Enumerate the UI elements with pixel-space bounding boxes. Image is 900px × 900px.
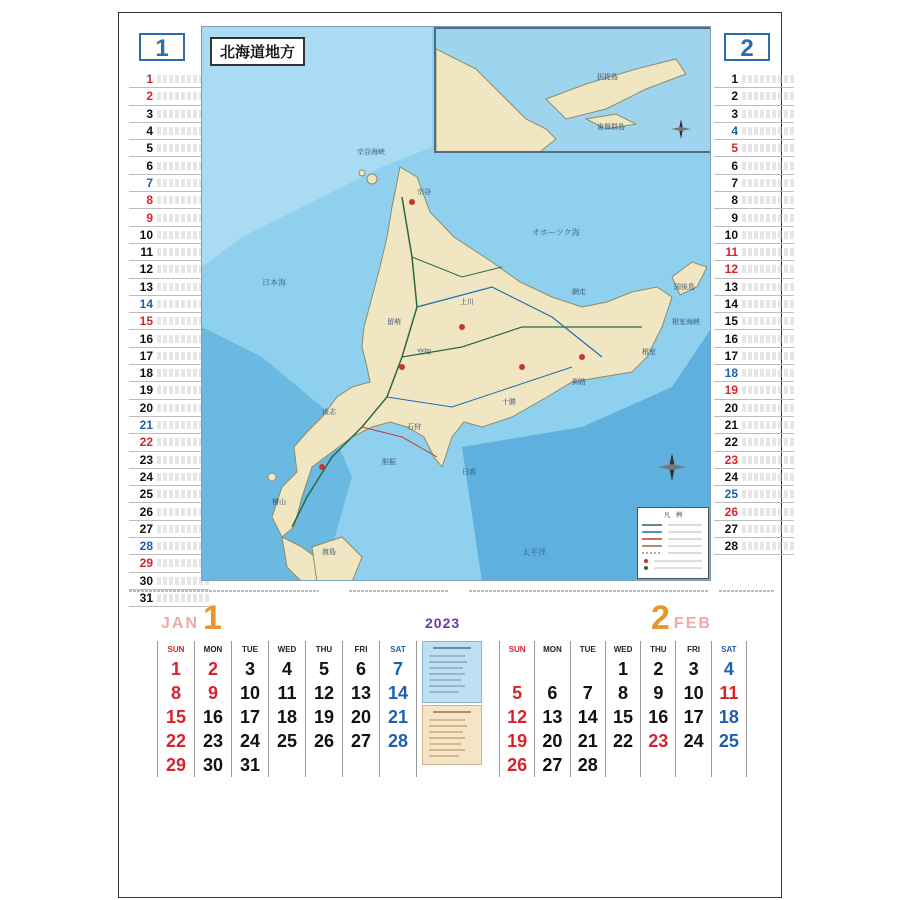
calendar-day-cell: 20 xyxy=(535,729,570,753)
legend-symbols xyxy=(638,519,706,574)
hokkaido-map xyxy=(201,26,711,581)
label-abashiri: 網走 xyxy=(572,288,586,296)
day-note-placeholder xyxy=(742,352,794,360)
label-nemuro: 根室 xyxy=(642,348,656,356)
left-day-list xyxy=(129,71,209,607)
day-number: 10 xyxy=(724,227,738,242)
calendar-day-cell: 3 xyxy=(676,657,711,681)
feb-notes-lines xyxy=(425,708,479,762)
day-number: 10 xyxy=(139,227,153,242)
calendar-day-cell: 27 xyxy=(535,753,570,777)
day-row xyxy=(714,503,794,520)
label-kunashiri: 国後島 xyxy=(674,283,695,291)
calendar-day-cell xyxy=(641,753,676,777)
calendar-day-cell: 16 xyxy=(641,705,676,729)
day-note-placeholder xyxy=(742,231,794,239)
left-day-column xyxy=(129,33,209,607)
calendar-day-cell: 12 xyxy=(500,705,535,729)
calendar-day-cell: 26 xyxy=(500,753,535,777)
calendar-day-cell xyxy=(676,753,711,777)
day-row xyxy=(129,192,209,209)
feb-header xyxy=(647,599,712,637)
calendar-day-cell: 5 xyxy=(500,681,535,705)
day-number: 9 xyxy=(146,210,153,225)
label-nemuro-strait: 根室海峡 xyxy=(672,318,700,326)
day-number: 4 xyxy=(731,124,738,139)
day-number: 31 xyxy=(139,591,153,606)
day-row xyxy=(714,452,794,469)
day-row xyxy=(129,313,209,330)
day-note-placeholder xyxy=(742,369,794,377)
weekday-header: FRI xyxy=(343,641,380,657)
day-row xyxy=(714,417,794,434)
map-title: 北海道地方 xyxy=(210,37,305,66)
feb-notes-box xyxy=(422,705,482,765)
calendar-day-cell: 17 xyxy=(676,705,711,729)
calendar-day-cell xyxy=(269,753,306,777)
calendar-day-cell: 14 xyxy=(380,681,417,705)
day-row xyxy=(129,434,209,451)
calendar-day-cell: 10 xyxy=(232,681,269,705)
weekday-header: SAT xyxy=(380,641,417,657)
feb-calendar-grid xyxy=(499,641,747,777)
weekday-header: FRI xyxy=(676,641,711,657)
day-number: 18 xyxy=(724,366,738,381)
label-hiyama: 檜山 xyxy=(272,498,286,506)
calendar-day-cell: 21 xyxy=(380,705,417,729)
day-row xyxy=(129,279,209,296)
day-note-placeholder xyxy=(742,92,794,100)
calendar-day-cell: 6 xyxy=(343,657,380,681)
calendar-day-cell: 19 xyxy=(500,729,535,753)
day-note-placeholder xyxy=(742,283,794,291)
day-row xyxy=(129,382,209,399)
day-row xyxy=(714,244,794,261)
calendar-day-cell: 15 xyxy=(605,705,640,729)
calendar-day-cell: 22 xyxy=(158,729,195,753)
day-row xyxy=(129,452,209,469)
day-note-placeholder xyxy=(742,317,794,325)
label-soya: 宗谷 xyxy=(417,188,431,196)
day-row xyxy=(714,521,794,538)
day-number: 26 xyxy=(139,504,153,519)
calendar-day-cell: 16 xyxy=(195,705,232,729)
label-pacific: 太平洋 xyxy=(522,548,546,557)
day-number: 30 xyxy=(139,573,153,588)
day-number: 19 xyxy=(139,383,153,398)
jan-notes-lines xyxy=(425,644,479,700)
calendar-day-cell xyxy=(711,753,746,777)
calendar-day-cell: 28 xyxy=(380,729,417,753)
day-number: 8 xyxy=(146,193,153,208)
day-number: 29 xyxy=(139,556,153,571)
year-label: 2023 xyxy=(425,615,461,631)
calendar-day-cell: 19 xyxy=(306,705,343,729)
day-note-placeholder xyxy=(742,404,794,412)
day-row xyxy=(129,88,209,105)
calendar-day-cell: 31 xyxy=(232,753,269,777)
day-row xyxy=(714,88,794,105)
calendar-day-cell: 2 xyxy=(195,657,232,681)
day-number: 17 xyxy=(139,348,153,363)
day-note-placeholder xyxy=(742,127,794,135)
label-kushiro: 釧路 xyxy=(572,378,586,386)
day-number: 15 xyxy=(724,314,738,329)
weekday-header: THU xyxy=(641,641,676,657)
calendar-day-cell: 11 xyxy=(269,681,306,705)
day-note-placeholder xyxy=(742,438,794,446)
day-row xyxy=(129,244,209,261)
feb-number: 2 xyxy=(651,599,670,637)
calendar-day-cell: 8 xyxy=(605,681,640,705)
calendar-day-cell: 14 xyxy=(570,705,605,729)
day-row xyxy=(129,140,209,157)
label-tokachi: 十勝 xyxy=(502,398,516,406)
day-row xyxy=(714,400,794,417)
calendar-day-cell: 7 xyxy=(570,681,605,705)
label-ishikari: 石狩 xyxy=(407,423,421,431)
calendar-day-cell: 22 xyxy=(605,729,640,753)
day-note-placeholder xyxy=(742,179,794,187)
calendar-day-cell: 11 xyxy=(711,681,746,705)
day-note-placeholder xyxy=(742,162,794,170)
day-number: 8 xyxy=(731,193,738,208)
inset-map xyxy=(434,27,711,153)
day-row xyxy=(129,365,209,382)
day-number: 7 xyxy=(731,175,738,190)
day-number: 5 xyxy=(731,141,738,156)
day-number: 15 xyxy=(139,314,153,329)
day-number: 13 xyxy=(139,279,153,294)
day-row xyxy=(129,486,209,503)
calendar-day-cell: 5 xyxy=(306,657,343,681)
calendar-day-cell: 25 xyxy=(711,729,746,753)
right-day-column xyxy=(714,33,794,555)
day-number: 11 xyxy=(140,245,153,260)
calendar-day-cell: 20 xyxy=(343,705,380,729)
calendar-week-row xyxy=(158,753,417,777)
calendar-day-cell: 2 xyxy=(641,657,676,681)
day-row xyxy=(714,279,794,296)
calendar-day-cell xyxy=(535,657,570,681)
calendar-day-cell: 9 xyxy=(641,681,676,705)
left-month-label: 1 xyxy=(139,33,185,61)
day-number: 3 xyxy=(146,106,153,121)
calendar-day-cell: 23 xyxy=(195,729,232,753)
calendar-sheet xyxy=(118,12,782,898)
day-number: 2 xyxy=(146,89,153,104)
calendar-day-cell: 9 xyxy=(195,681,232,705)
label-iburi: 胆振 xyxy=(382,458,396,466)
calendar-day-cell: 13 xyxy=(535,705,570,729)
day-note-placeholder xyxy=(742,248,794,256)
calendar-day-cell: 17 xyxy=(232,705,269,729)
day-note-placeholder xyxy=(742,473,794,481)
day-number: 7 xyxy=(146,175,153,190)
calendar-week-row xyxy=(500,657,747,681)
calendar-week-row xyxy=(500,729,747,753)
day-row xyxy=(714,227,794,244)
day-number: 17 xyxy=(724,348,738,363)
label-japan-sea: 日本海 xyxy=(262,278,286,287)
day-row xyxy=(714,486,794,503)
weekday-header: THU xyxy=(306,641,343,657)
calendar-day-cell: 24 xyxy=(676,729,711,753)
day-number: 4 xyxy=(146,124,153,139)
right-day-list xyxy=(714,71,794,555)
calendar-day-cell xyxy=(306,753,343,777)
day-number: 6 xyxy=(731,158,738,173)
day-number: 28 xyxy=(724,539,738,554)
day-row xyxy=(129,330,209,347)
day-row xyxy=(129,296,209,313)
label-oshima: 渡島 xyxy=(322,548,336,556)
calendar-day-cell: 1 xyxy=(158,657,195,681)
day-number: 5 xyxy=(146,141,153,156)
day-number: 3 xyxy=(731,106,738,121)
day-row xyxy=(714,296,794,313)
credits-text-graphic xyxy=(119,584,783,598)
day-number: 1 xyxy=(731,72,738,87)
day-row xyxy=(129,521,209,538)
calendar-day-cell: 1 xyxy=(605,657,640,681)
calendar-day-cell: 6 xyxy=(535,681,570,705)
day-number: 12 xyxy=(139,262,153,277)
calendar-day-cell: 18 xyxy=(269,705,306,729)
monthly-calendars xyxy=(157,599,747,775)
label-etorofu: 択捉島 xyxy=(597,73,618,81)
day-row xyxy=(129,503,209,520)
day-row xyxy=(714,261,794,278)
day-note-placeholder xyxy=(742,421,794,429)
day-number: 27 xyxy=(139,521,153,536)
calendar-day-cell: 30 xyxy=(195,753,232,777)
day-note-placeholder xyxy=(742,542,794,550)
day-note-placeholder xyxy=(742,508,794,516)
right-month-label: 2 xyxy=(724,33,770,61)
day-row xyxy=(129,555,209,572)
calendar-day-cell: 28 xyxy=(570,753,605,777)
day-number: 16 xyxy=(724,331,738,346)
calendar-week-row xyxy=(500,753,747,777)
map-legend xyxy=(637,507,709,579)
map-credits-line xyxy=(119,584,783,598)
day-row xyxy=(129,261,209,278)
weekday-header: SUN xyxy=(500,641,535,657)
calendar-day-cell xyxy=(343,753,380,777)
day-number: 13 xyxy=(724,279,738,294)
jan-number: 1 xyxy=(203,599,222,637)
day-row xyxy=(714,209,794,226)
day-row xyxy=(129,227,209,244)
day-note-placeholder xyxy=(742,265,794,273)
day-number: 22 xyxy=(724,435,738,450)
day-number: 14 xyxy=(139,297,153,311)
day-row xyxy=(129,175,209,192)
day-number: 24 xyxy=(139,469,153,484)
jan-english: JAN xyxy=(161,615,200,632)
weekday-header: WED xyxy=(605,641,640,657)
day-number: 1 xyxy=(146,72,153,87)
label-kamikawa: 上川 xyxy=(460,298,474,306)
day-number: 2 xyxy=(731,89,738,104)
day-number: 14 xyxy=(724,297,738,311)
day-row xyxy=(129,209,209,226)
day-row xyxy=(129,106,209,123)
holiday-notes xyxy=(422,641,482,767)
day-number: 16 xyxy=(139,331,153,346)
day-number: 20 xyxy=(724,400,738,415)
calendar-day-cell: 25 xyxy=(269,729,306,753)
day-number: 21 xyxy=(724,418,738,433)
day-note-placeholder xyxy=(742,490,794,498)
day-row xyxy=(129,71,209,88)
calendar-day-cell: 13 xyxy=(343,681,380,705)
label-hidaka: 日高 xyxy=(462,468,476,476)
day-row xyxy=(129,417,209,434)
calendar-day-cell: 29 xyxy=(158,753,195,777)
calendar-day-cell: 10 xyxy=(676,681,711,705)
calendar-week-row xyxy=(500,681,747,705)
inset-map-graphic xyxy=(436,29,711,153)
day-number: 12 xyxy=(724,262,738,277)
weekday-header: WED xyxy=(269,641,306,657)
day-row xyxy=(714,382,794,399)
day-row xyxy=(714,71,794,88)
calendar-day-cell xyxy=(500,657,535,681)
day-row xyxy=(129,348,209,365)
day-number: 25 xyxy=(724,487,738,502)
calendar-day-cell: 7 xyxy=(380,657,417,681)
calendar-day-cell: 15 xyxy=(158,705,195,729)
jan-notes-box xyxy=(422,641,482,703)
day-row xyxy=(714,330,794,347)
calendar-day-cell xyxy=(380,753,417,777)
calendar-day-cell: 8 xyxy=(158,681,195,705)
calendar-day-cell: 12 xyxy=(306,681,343,705)
label-rumoi: 留萌 xyxy=(387,318,401,326)
day-number: 24 xyxy=(724,469,738,484)
day-number: 19 xyxy=(724,383,738,398)
day-row xyxy=(129,469,209,486)
day-note-placeholder xyxy=(742,144,794,152)
calendar-day-cell: 23 xyxy=(641,729,676,753)
day-number: 20 xyxy=(139,400,153,415)
weekday-header: TUE xyxy=(570,641,605,657)
calendar-day-cell: 3 xyxy=(232,657,269,681)
day-row xyxy=(714,140,794,157)
label-okhotsk-sea: オホーツク海 xyxy=(532,228,580,237)
weekday-header: SUN xyxy=(158,641,195,657)
day-row xyxy=(714,192,794,209)
day-row xyxy=(129,538,209,555)
day-number: 26 xyxy=(724,504,738,519)
calendar-day-cell: 18 xyxy=(711,705,746,729)
calendar-day-cell: 4 xyxy=(711,657,746,681)
day-note-placeholder xyxy=(742,110,794,118)
calendar-day-cell: 21 xyxy=(570,729,605,753)
day-row xyxy=(714,123,794,140)
legend-title: 凡 例 xyxy=(663,512,682,519)
day-row xyxy=(714,538,794,555)
day-note-placeholder xyxy=(742,386,794,394)
day-number: 22 xyxy=(139,435,153,450)
day-note-placeholder xyxy=(742,456,794,464)
day-row xyxy=(714,157,794,174)
day-row xyxy=(714,313,794,330)
day-note-placeholder xyxy=(742,214,794,222)
day-number: 23 xyxy=(139,452,153,467)
weekday-header: SAT xyxy=(711,641,746,657)
day-number: 28 xyxy=(139,539,153,554)
day-row xyxy=(714,348,794,365)
label-soya-strait: 宗谷海峡 xyxy=(357,148,385,156)
label-shiribeshi: 後志 xyxy=(322,408,336,416)
day-row xyxy=(714,469,794,486)
calendar-day-cell: 27 xyxy=(343,729,380,753)
calendar-week-row xyxy=(158,729,417,753)
day-note-placeholder xyxy=(742,300,794,308)
calendar-week-row xyxy=(158,657,417,681)
day-row xyxy=(714,365,794,382)
day-row xyxy=(129,400,209,417)
day-row xyxy=(714,434,794,451)
calendar-day-cell: 26 xyxy=(306,729,343,753)
weekday-header: MON xyxy=(195,641,232,657)
day-number: 21 xyxy=(139,418,153,433)
day-note-placeholder xyxy=(742,335,794,343)
day-note-placeholder xyxy=(742,196,794,204)
day-number: 6 xyxy=(146,158,153,173)
calendar-day-cell xyxy=(605,753,640,777)
jan-calendar-grid xyxy=(157,641,417,777)
day-row xyxy=(714,175,794,192)
feb-english: FEB xyxy=(673,615,712,632)
calendar-day-cell xyxy=(570,657,605,681)
label-habomai: 歯舞群島 xyxy=(597,123,625,131)
day-number: 11 xyxy=(725,245,738,260)
day-number: 25 xyxy=(139,487,153,502)
day-number: 9 xyxy=(731,210,738,225)
calendar-day-cell: 4 xyxy=(269,657,306,681)
calendar-day-cell: 24 xyxy=(232,729,269,753)
day-row xyxy=(714,106,794,123)
weekday-header: MON xyxy=(535,641,570,657)
day-row xyxy=(129,123,209,140)
calendar-week-row xyxy=(158,705,417,729)
day-number: 18 xyxy=(139,366,153,381)
day-number: 23 xyxy=(724,452,738,467)
weekday-header: TUE xyxy=(232,641,269,657)
day-note-placeholder xyxy=(742,75,794,83)
day-number: 27 xyxy=(724,521,738,536)
label-sorachi: 空知 xyxy=(417,348,431,356)
day-row xyxy=(129,157,209,174)
day-note-placeholder xyxy=(742,525,794,533)
jan-header xyxy=(161,599,226,637)
calendar-week-row xyxy=(158,681,417,705)
calendar-week-row xyxy=(500,705,747,729)
